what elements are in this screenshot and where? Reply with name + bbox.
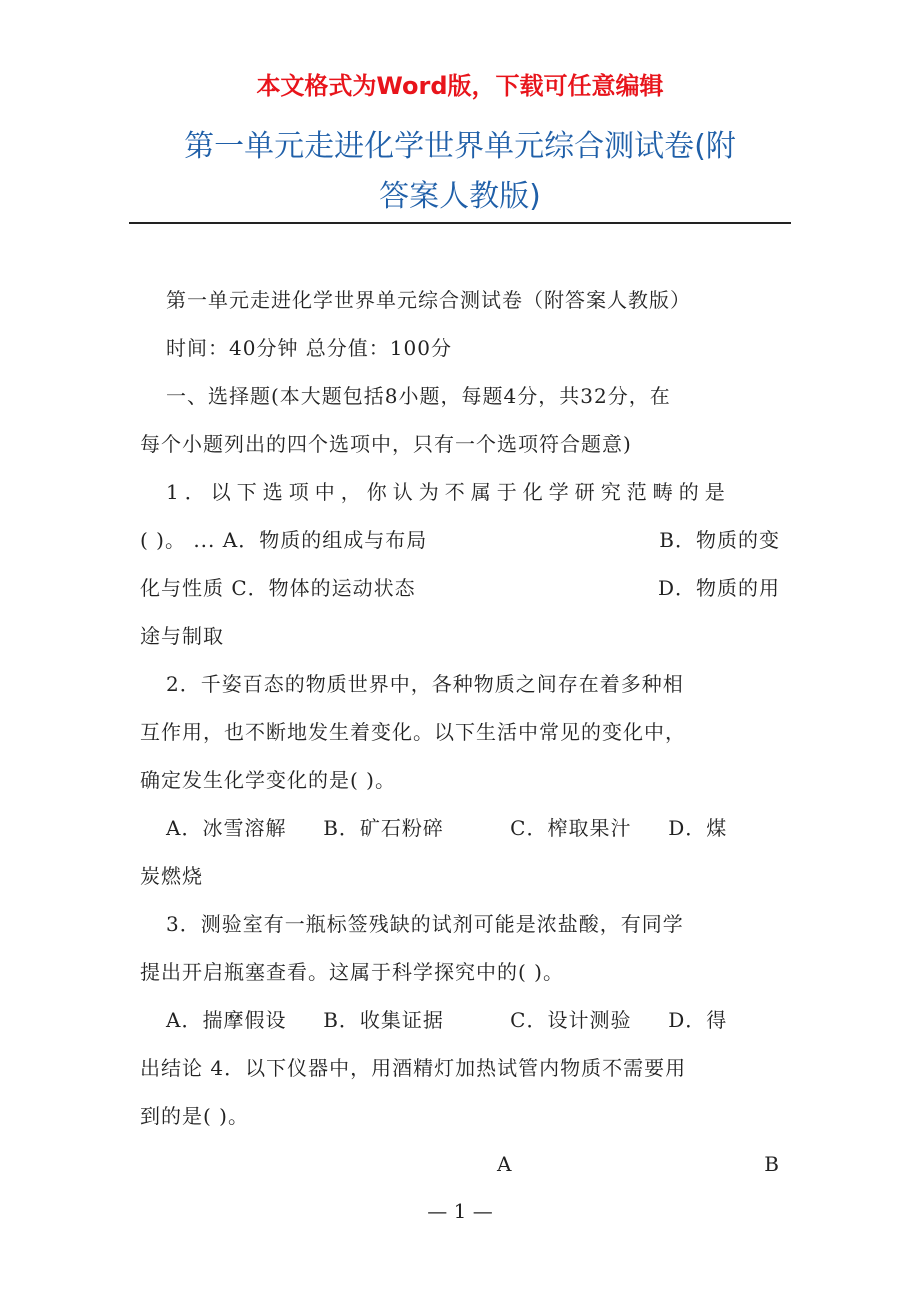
question-2-line-3: 确定发生化学变化的是( )。: [140, 768, 396, 792]
section-heading-line-1: 一、选择题(本大题包括8小题，每题4分，共32分，在: [166, 384, 671, 408]
question-1-option-b: B．物质的变: [659, 528, 780, 552]
question-1-option-d: D．物质的用: [657, 576, 780, 600]
question-1-option-c: 化与性质 C．物体的运动状态: [140, 576, 416, 600]
question-1-line-4: 途与制取: [140, 624, 224, 648]
question-2-line-1: 2．千姿百态的物质世界中，各种物质之间存在着多种相: [166, 672, 684, 696]
question-2-line-2: 互作用，也不断地发生着变化。以下生活中常见的变化中，: [140, 720, 686, 744]
document-body: [140, 276, 780, 1188]
question-2-line-5: 炭燃烧: [140, 864, 203, 888]
question-1-line-3: [140, 564, 780, 612]
document-title: [120, 122, 800, 222]
question-3-options: A．揣摩假设 B．收集证据 C．设计测验 D．得: [166, 1008, 728, 1032]
question-1-line-1: 1．以下选项中，你认为不属于化学研究范畴的是: [166, 480, 731, 504]
figure-label-b: B: [764, 1152, 780, 1176]
time-line: 时间：40分钟 总分值：100分: [166, 336, 452, 360]
question-4-line-2: 到的是( )。: [140, 1104, 249, 1128]
figure-labels-row: [140, 1140, 780, 1188]
question-3-line-4: 出结论 4．以下仪器中，用酒精灯加热试管内物质不需要用: [140, 1056, 687, 1080]
question-1-line-2: [140, 516, 780, 564]
question-2-options: A．冰雪溶解 B．矿石粉碎 C．榨取果汁 D．煤: [166, 816, 728, 840]
subtitle-line: 第一单元走进化学世界单元综合测试卷（附答案人教版）: [166, 288, 691, 312]
section-heading-line-2: 每个小题列出的四个选项中，只有一个选项符合题意): [140, 432, 632, 456]
page-number: — 1 —: [427, 1199, 493, 1223]
title-divider: [129, 222, 791, 224]
question-3-line-1: 3．测验室有一瓶标签残缺的试剂可能是浓盐酸，有同学: [166, 912, 684, 936]
question-3-line-2: 提出开启瓶塞查看。这属于科学探究中的( )。: [140, 960, 564, 984]
question-1-option-a: ( )。 ... A．物质的组成与布局: [140, 528, 428, 552]
figure-label-a: A: [497, 1152, 513, 1176]
title-line-1: 第一单元走进化学世界单元综合测试卷(附: [184, 129, 736, 164]
title-line-2: 答案人教版): [379, 179, 541, 214]
format-banner: 本文格式为Word版，下载可任意编辑: [256, 72, 664, 100]
